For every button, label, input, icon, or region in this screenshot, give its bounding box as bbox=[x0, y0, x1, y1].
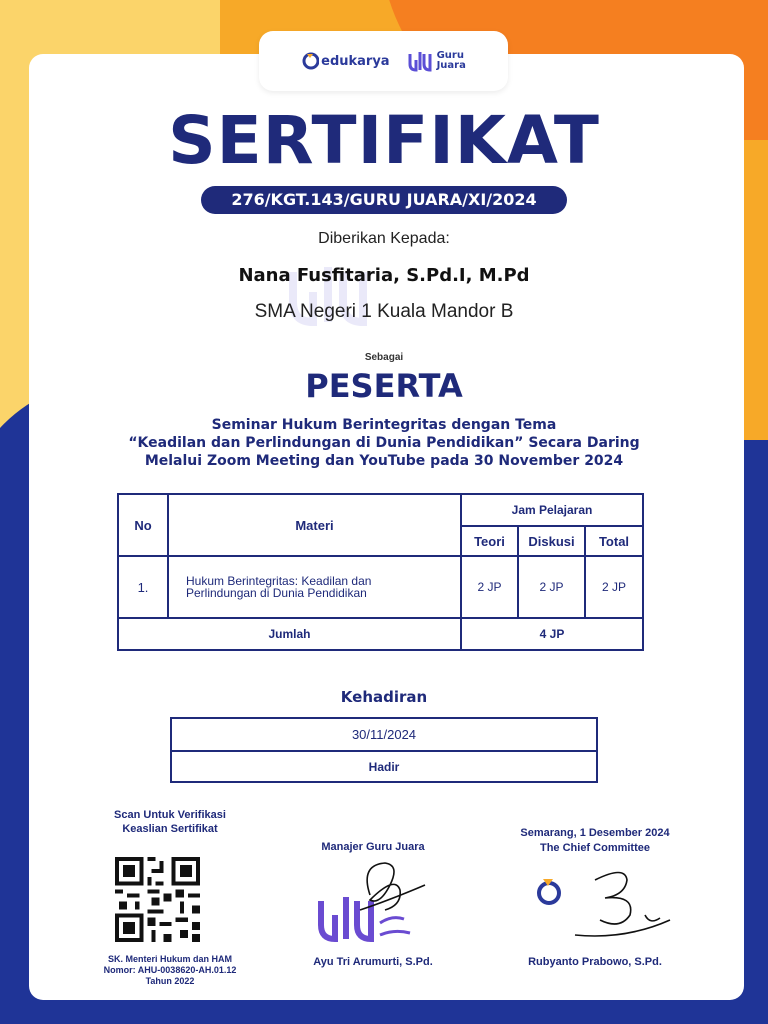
event-line: Melalui Zoom Meeting dan YouTube pada 30 November 2024 bbox=[144, 453, 624, 469]
certificate-title: SERTIFIKAT bbox=[168, 102, 600, 179]
sk-line: Tahun 2022 bbox=[145, 976, 195, 986]
edukarya-text: edukarya bbox=[321, 53, 390, 69]
header-jam-pelajaran: Jam Pelajaran bbox=[462, 495, 642, 527]
chief-signature bbox=[565, 860, 685, 940]
manager-title: Manajer Guru Juara bbox=[321, 841, 425, 853]
header-teori: Teori bbox=[462, 527, 519, 557]
edukarya-logo bbox=[301, 52, 389, 70]
manager-signature bbox=[340, 855, 430, 925]
scan-line: Keaslian Sertifikat bbox=[122, 823, 218, 835]
recipient-name: Nana Fusfitaria, S.Pd.I, M.Pd bbox=[238, 265, 530, 286]
guru-juara-logo bbox=[408, 50, 466, 72]
attendance-status: Hadir bbox=[368, 759, 400, 774]
as-label: Sebagai bbox=[364, 352, 404, 363]
scan-line: Scan Untuk Verifikasi bbox=[114, 809, 226, 821]
guru-juara-line2: Juara bbox=[436, 60, 466, 71]
guru-juara-icon bbox=[408, 50, 434, 72]
edukarya-stamp-logo bbox=[533, 876, 563, 911]
total-value: 4 JP bbox=[539, 627, 565, 641]
total-label: Jumlah bbox=[119, 619, 462, 649]
qr-code[interactable] bbox=[115, 857, 200, 942]
event-line: “Keadilan dan Perlindungan di Dunia Pendidikan” Secara Daring bbox=[128, 435, 640, 451]
scan-instruction bbox=[70, 808, 270, 836]
event-line: Seminar Hukum Berintegritas dengan Tema bbox=[211, 417, 557, 433]
place-date: Semarang, 1 Desember 2024 bbox=[520, 827, 670, 839]
role-title: PESERTA bbox=[305, 367, 463, 405]
given-to-label: Diberikan Kepada: bbox=[318, 230, 450, 247]
row-no: 1. bbox=[119, 557, 169, 619]
sk-line: SK. Menteri Hukum dan HAM bbox=[107, 954, 232, 964]
attendance-table bbox=[170, 717, 598, 783]
chief-title: The Chief Committee bbox=[539, 842, 650, 854]
attendance-title: Kehadiran bbox=[340, 688, 428, 706]
row-total: 2 JP bbox=[586, 557, 642, 619]
row-diskusi: 2 JP bbox=[519, 557, 586, 619]
certificate-number: 276/KGT.143/GURU JUARA/XI/2024 bbox=[201, 186, 567, 214]
event-description bbox=[80, 416, 688, 470]
header-materi: Materi bbox=[169, 495, 462, 557]
chief-name: Rubyanto Prabowo, S.Pd. bbox=[528, 956, 662, 968]
subject-table bbox=[117, 493, 644, 651]
edukarya-icon bbox=[301, 52, 319, 70]
row-materi: Hukum Berintegritas: Keadilan dan Perlindungan di Dunia Pendidikan bbox=[169, 557, 462, 619]
recipient-school: SMA Negeri 1 Kuala Mandor B bbox=[254, 301, 514, 322]
header-no: No bbox=[119, 495, 169, 557]
signing-info bbox=[495, 826, 695, 856]
row-teori: 2 JP bbox=[462, 557, 519, 619]
legal-registration bbox=[70, 954, 270, 987]
manager-name: Ayu Tri Arumurti, S.Pd. bbox=[313, 956, 433, 968]
header-total: Total bbox=[586, 527, 642, 557]
attendance-date: 30/11/2024 bbox=[172, 719, 596, 752]
header-diskusi: Diskusi bbox=[519, 527, 586, 557]
sk-line: Nomor: AHU-0038620-AH.01.12 bbox=[103, 965, 237, 975]
logo-header bbox=[259, 31, 508, 91]
guru-juara-line1: Guru bbox=[436, 50, 464, 61]
